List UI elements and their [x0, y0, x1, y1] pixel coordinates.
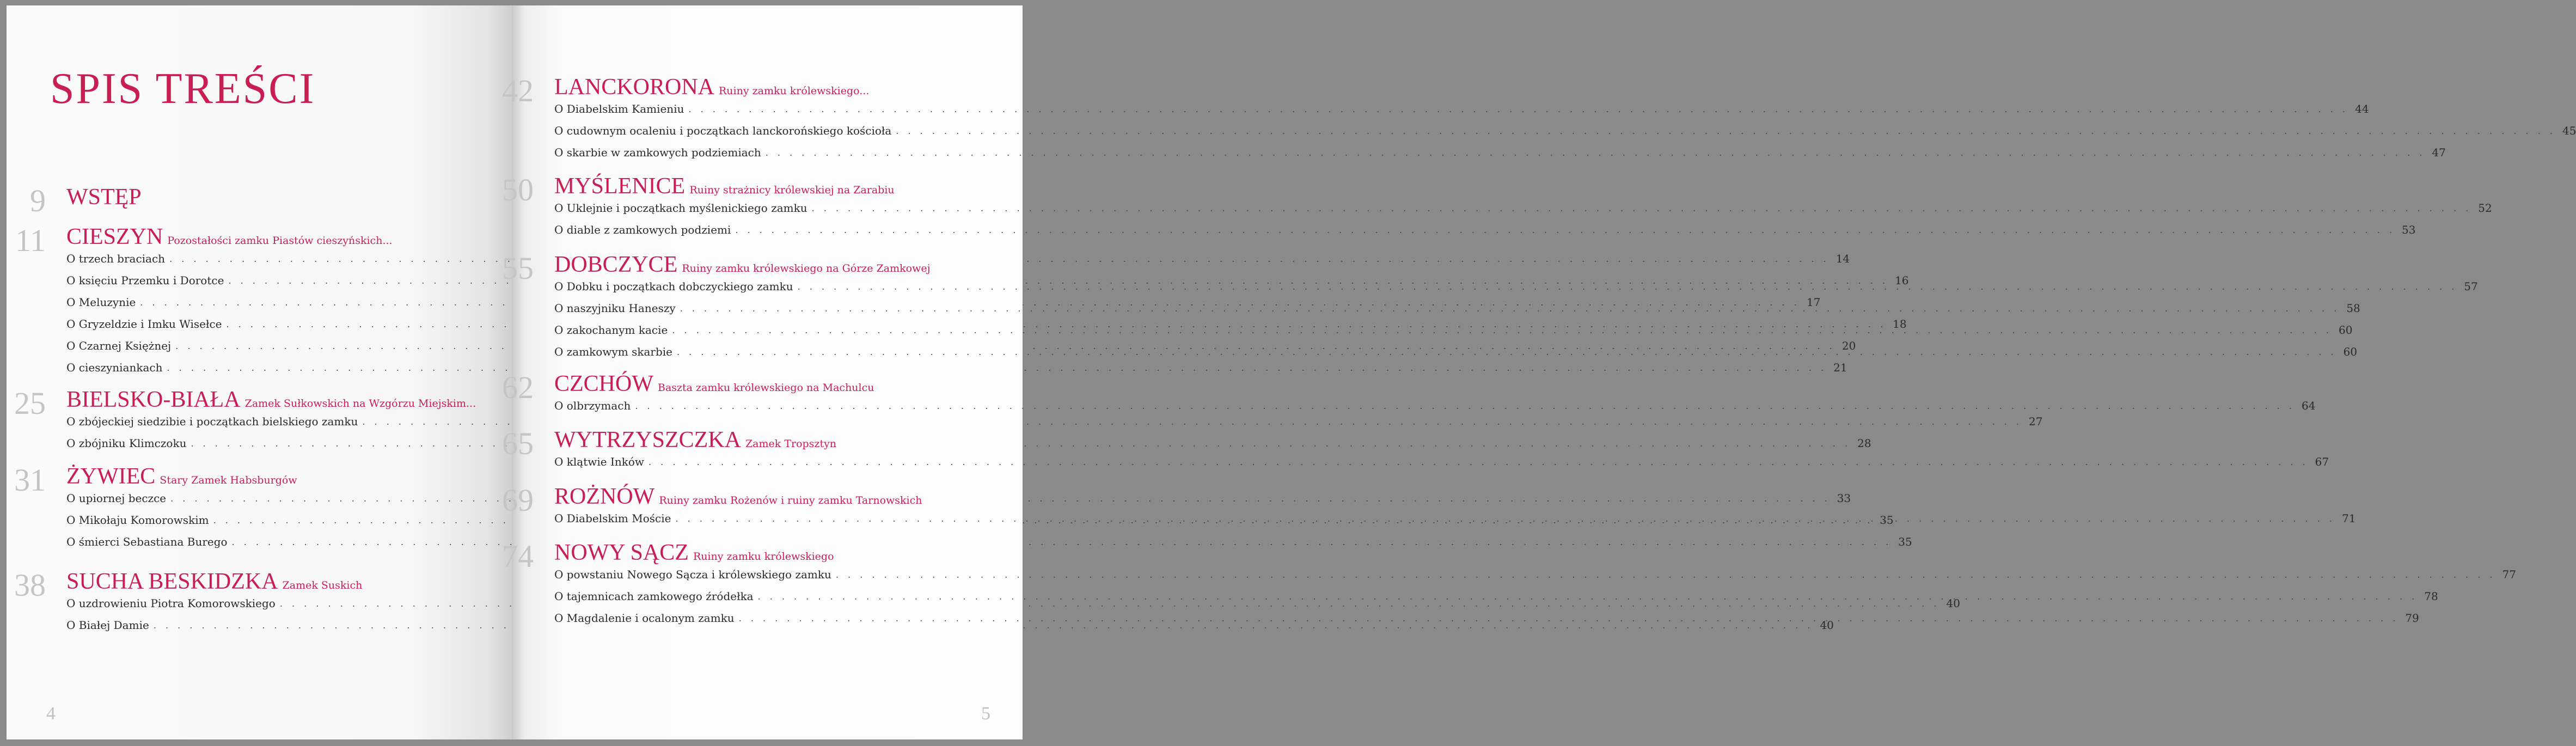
entry-page-number: 33: [1837, 492, 1851, 505]
section-name: SUCHA BESKIDZKA: [66, 569, 278, 594]
entry-page-number: 64: [2302, 399, 2316, 412]
entry-page-number: 77: [2502, 568, 2516, 581]
section-subtitle: Ruiny zamku królewskiego...: [719, 85, 870, 97]
toc-entry[interactable]: [554, 395, 2316, 417]
section-name: DOBCZYCE: [554, 252, 678, 277]
section-subtitle: Zamek Tropsztyn: [745, 438, 837, 450]
entry-page-number: 21: [1833, 361, 1847, 374]
section-page-number: 55: [502, 250, 534, 286]
entry-title: O zakochanym kacie: [554, 323, 668, 337]
entry-page-number: 28: [1857, 437, 1871, 450]
dot-leader: [798, 282, 2458, 292]
entry-title: O Czarnej Księżnej: [66, 339, 172, 352]
section-page-number: 65: [502, 426, 534, 461]
entry-title: O księciu Przemku i Dorotce: [66, 274, 224, 287]
entry-list: [554, 197, 2492, 241]
entry-page-number: 78: [2424, 590, 2438, 603]
section-page-number: 25: [14, 386, 46, 421]
entry-title: O trzech braciach: [66, 252, 166, 265]
section-subtitle: Zamek Sułkowskich na Wzgórzu Miejskim...: [244, 398, 476, 409]
section-page-number: 31: [14, 462, 46, 498]
entry-page-number: 14: [1835, 252, 1850, 265]
entry-page-number: 27: [2029, 415, 2043, 428]
dot-leader: [688, 104, 2348, 114]
section-subtitle: Baszta zamku królewskiego na Machulcu: [658, 382, 874, 394]
entry-page-number: 52: [2478, 201, 2492, 215]
entry-page-number: 20: [1841, 339, 1856, 352]
entry-title: O Gryzeldzie i Imku Wisełce: [66, 317, 222, 331]
section-page-number: 42: [502, 73, 534, 108]
page-title: SPIS TREŚCI: [50, 65, 316, 113]
entry-title: O uzdrowieniu Piotra Komorowskiego: [66, 597, 276, 610]
entry-page-number: 67: [2315, 455, 2329, 468]
section-page-number: 69: [502, 482, 534, 518]
entry-title: O Uklejnie i początkach myślenickiego zamku: [554, 201, 807, 215]
entry-page-number: 58: [2346, 302, 2360, 315]
section-page-number: 9: [30, 183, 46, 218]
page-number-right: 5: [981, 704, 990, 724]
dot-leader: [739, 613, 2399, 623]
entry-title: O upiornej beczce: [66, 492, 167, 505]
toc-entry[interactable]: [554, 219, 2416, 241]
dot-leader: [766, 148, 2426, 158]
section-name: BIELSKO-BIAŁA: [66, 387, 241, 412]
entry-title: O diable z zamkowych podziemi: [554, 223, 731, 236]
entry-title: O zbójeckiej siedzibie i początkach bielskiego zamku: [66, 415, 358, 428]
entry-page-number: 16: [1895, 274, 1909, 287]
section-name: WYTRZYSZCZKA: [554, 427, 741, 453]
entry-title: O Magdalenie i ocalonym zamku: [554, 612, 735, 625]
entry-page-number: 60: [2339, 323, 2353, 337]
entry-title: O cieszyniankach: [66, 361, 163, 374]
section-subtitle: Pozostałości zamku Piastów cieszyńskich...: [167, 235, 393, 247]
section-name: CZCHÓW: [554, 371, 653, 396]
entry-title: O zamkowym skarbie: [554, 345, 672, 358]
section-subtitle: Ruiny strażnicy królewskiej na Zarabiu: [689, 184, 895, 196]
dot-leader: [672, 325, 2332, 335]
dot-leader: [896, 126, 2556, 136]
section-name: ŻYWIEC: [66, 464, 156, 489]
entry-title: O Diabelskim Moście: [554, 512, 671, 525]
entry-title: O Mikołaju Komorowskim: [66, 513, 209, 527]
dot-leader: [735, 225, 2395, 235]
entry-page-number: 40: [1946, 597, 1960, 610]
section-subtitle: Ruiny zamku królewskiego na Górze Zamkowej: [682, 262, 931, 274]
entry-page-number: 35: [1880, 513, 1894, 527]
entry-title: O śmierci Sebastiana Burego: [66, 535, 228, 548]
entry-page-number: 18: [1893, 317, 1907, 331]
dot-leader: [680, 303, 2340, 314]
section-subtitle: Ruiny zamku królewskiego: [693, 551, 834, 562]
entry-title: O klątwie Inków: [554, 455, 644, 468]
entry-title: O Meluzynie: [66, 296, 136, 309]
entry-title: O Dobku i początkach dobczyckiego zamku: [554, 280, 793, 293]
entry-title: O tajemnicach zamkowego źródełka: [554, 590, 754, 603]
dot-leader: [758, 591, 2418, 602]
entry-page-number: 35: [1898, 535, 1912, 548]
toc-entry[interactable]: [554, 120, 2576, 142]
dot-leader: [648, 457, 2309, 467]
entry-title: O powstaniu Nowego Sącza i królewskiego zamku: [554, 568, 831, 581]
section-name: MYŚLENICE: [554, 174, 686, 199]
section-subtitle: Stary Zamek Habsburgów: [160, 474, 297, 486]
section-name: NOWY SĄCZ: [554, 540, 689, 565]
dot-leader: [677, 347, 2337, 357]
entry-title: O cudownym ocaleniu i początkach lanckorońskiego kościoła: [554, 124, 892, 137]
entry-list: [554, 395, 2316, 417]
section-subtitle: Zamek Suskich: [282, 579, 363, 591]
section-page-number: 74: [502, 539, 534, 574]
section-name: LANCKORONA: [554, 75, 714, 100]
entry-title: O naszyjniku Haneszy: [554, 302, 676, 315]
entry-page-number: 17: [1806, 296, 1821, 309]
toc-entry[interactable]: [66, 411, 2043, 432]
entry-list: [554, 98, 2576, 163]
entry-title: O zbójniku Klimczoku: [66, 437, 187, 450]
entry-title: O Diabelskim Kamieniu: [554, 102, 684, 115]
dot-leader: [635, 401, 2295, 411]
section-page-number: 50: [502, 172, 534, 207]
toc-entry[interactable]: [554, 451, 2329, 473]
section-name: CIESZYN: [66, 224, 163, 249]
entry-title: O olbrzymach: [554, 399, 631, 412]
section-name: WSTĘP: [66, 185, 142, 210]
page-number-left: 4: [46, 704, 56, 724]
entry-page-number: 53: [2402, 223, 2416, 236]
section-page-number: 38: [14, 567, 46, 603]
toc-entry[interactable]: [554, 197, 2492, 219]
entry-page-number: 40: [1820, 619, 1834, 632]
entry-list: [554, 451, 2329, 473]
dot-leader: [836, 570, 2496, 580]
section-name: ROŻNÓW: [554, 484, 655, 509]
dot-leader: [675, 513, 2335, 524]
section-page-number: 11: [15, 223, 46, 258]
entry-page-number: 47: [2432, 146, 2446, 159]
dot-leader: [812, 203, 2472, 213]
entry-title: O Białej Damie: [66, 619, 149, 632]
entry-page-number: 45: [2562, 124, 2576, 137]
toc-entry[interactable]: [554, 98, 2369, 120]
section-heading: [66, 185, 142, 213]
section-subtitle: Ruiny zamku Rożenów i ruiny zamku Tarnowskich: [659, 494, 922, 506]
entry-page-number: 71: [2342, 512, 2356, 525]
entry-page-number: 79: [2405, 612, 2419, 625]
entry-page-number: 44: [2355, 102, 2369, 115]
entry-title: O skarbie w zamkowych podziemiach: [554, 146, 761, 159]
entry-page-number: 60: [2343, 345, 2358, 358]
toc-entry[interactable]: [66, 357, 1847, 378]
section-page-number: 62: [502, 370, 534, 405]
entry-page-number: 57: [2464, 280, 2478, 293]
toc-entry[interactable]: [554, 564, 2516, 585]
toc-entry[interactable]: [554, 142, 2446, 163]
